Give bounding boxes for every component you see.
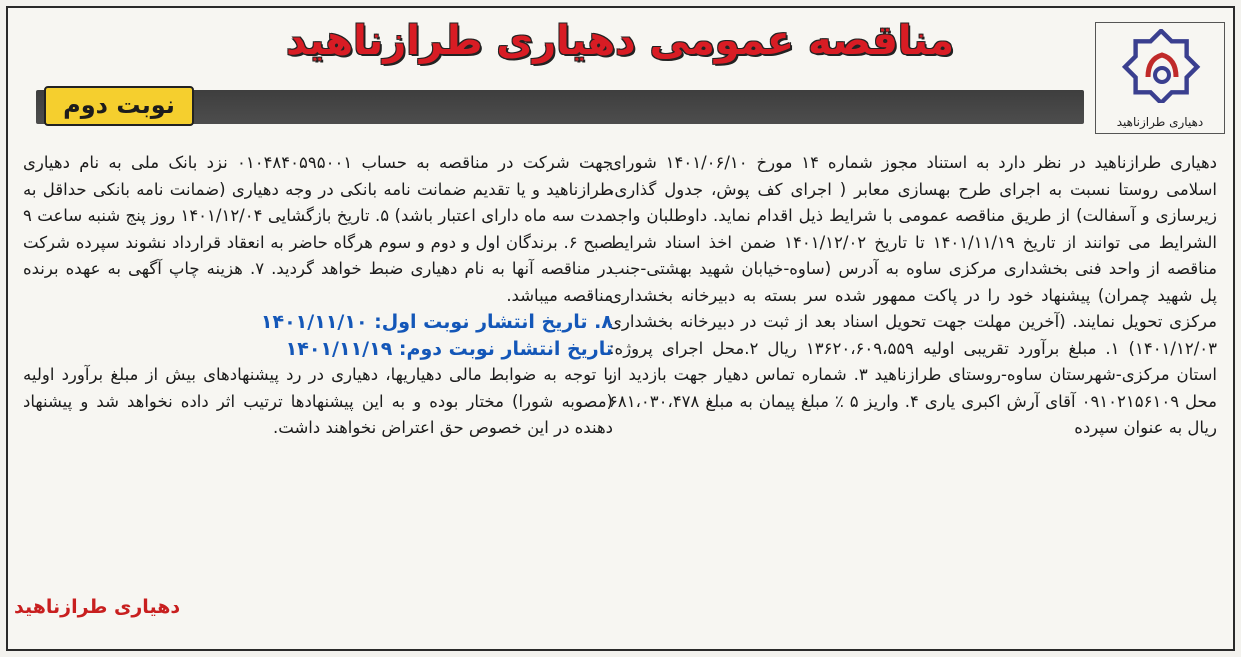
body-text-right: دهیاری طرازناهید در نظر دارد به استناد مجوز شماره ۱۴ مورخ ۱۴۰۱/۰۶/۱۰ شورای اسلامی روستا نسبت به اجرای طرح بهسازی معابر ( اجرای کف پوش، جدول گذاری، زیرسازی و آسفالت) از طریق مناقصه عمومی با شرایط ذیل اقدام نماید. داوطلبان واجد الشرایط می توانند از تاریخ ۱۴۰۱/۱۱/۱۹ تا تاریخ ۱۴۰۱/۱۲/۰۲ ضمن اخذ اسناد شرایط مناقصه از واحد فنی بخشداری مرکزی ساوه به آدرس (ساوه-خیابان شهید بهشتی-جنب پل شهید چمران) پیشنهاد خود را در پاکت ممهور شده سر بسته به دبیرخانه بخشداری مرکزی تحویل نمایند. (آخرین مهلت جهت تحویل اسناد بعد از ثبت در دبیرخانه بخشداری ۱۴۰۱/۱۲/۰۳) ۱. مبلغ برآورد تقریبی اولیه ۱۳۶۲۰،۶۰۹،۵۵۹ ریال ۲.محل اجرای پروژه: استان مرکزی-شهرستان ساوه-روستای طرازناهید ۳. شماره تماس دهیار جهت بازدید از محل ۰۹۱۰۲۱۵۶۱۰۹ آقای آرش اکبری یاری ۴. واریز ۵ ٪ مبلغ پیمان به مبلغ ۶۸۱،۰۳۰،۴۷۸ ریال به عنوان سپرده xyxy=(609,153,1218,437)
pub-date-first: ۸. تاریخ انتشار نوبت اول: ۱۴۰۱/۱۱/۱۰ xyxy=(260,311,613,333)
body-text-left: جهت شرکت در مناقصه به حساب ۰۱۰۴۸۴۰۵۹۵۰۰۱ نزد بانک ملی به نام دهیاری طرازناهید و یا تقدیم ضمانت نامه بانکی در وجه دهیاری (ضمانت نامه بانکی حداقل به مدت سه ماه دارای اعتبار باشد) ۵. تاریخ بازگشایی ۱۴۰۱/۱۲/۰۴ روز پنج شنبه ساعت ۹ صبح ۶. برندگان اول و دوم و سوم هرگاه حاضر به انعقاد قرارداد نشوند سپرده شرکت در مناقصه آنها به نام دهیاری ضبط خواهد گردید. ۷. هزینه چاپ آگهی به عهده برنده مناقصه میباشد. xyxy=(23,153,613,305)
logo-label: دهیاری طرازناهید xyxy=(1116,115,1204,129)
pub-date-second: تاریخ انتشار نوبت دوم: ۱۴۰۱/۱۱/۱۹ xyxy=(285,337,613,360)
body-text-left-2: با توجه به ضوابط مالی دهیاریها، دهیاری در رد پیشنهادهای بیش از مبلغ برآورد اولیه (مصوبه شورا) مختار بوده و به این پیشنهادها ترتیب اثر داده نخواهد شد و پیشنهاد دهنده در این خصوص حق اعتراض نخواهند داشت. xyxy=(23,365,613,437)
page-title: مناقصه عمومی دهیاری طرازناهید xyxy=(285,18,954,64)
logo-box xyxy=(1095,22,1225,134)
body-column-left xyxy=(23,150,613,442)
dehyari-logo-icon xyxy=(1118,29,1204,103)
round-badge: نوبت دوم xyxy=(44,86,194,126)
signature: دهیاری طرازناهید xyxy=(14,596,181,618)
body-column-right xyxy=(609,150,1217,442)
